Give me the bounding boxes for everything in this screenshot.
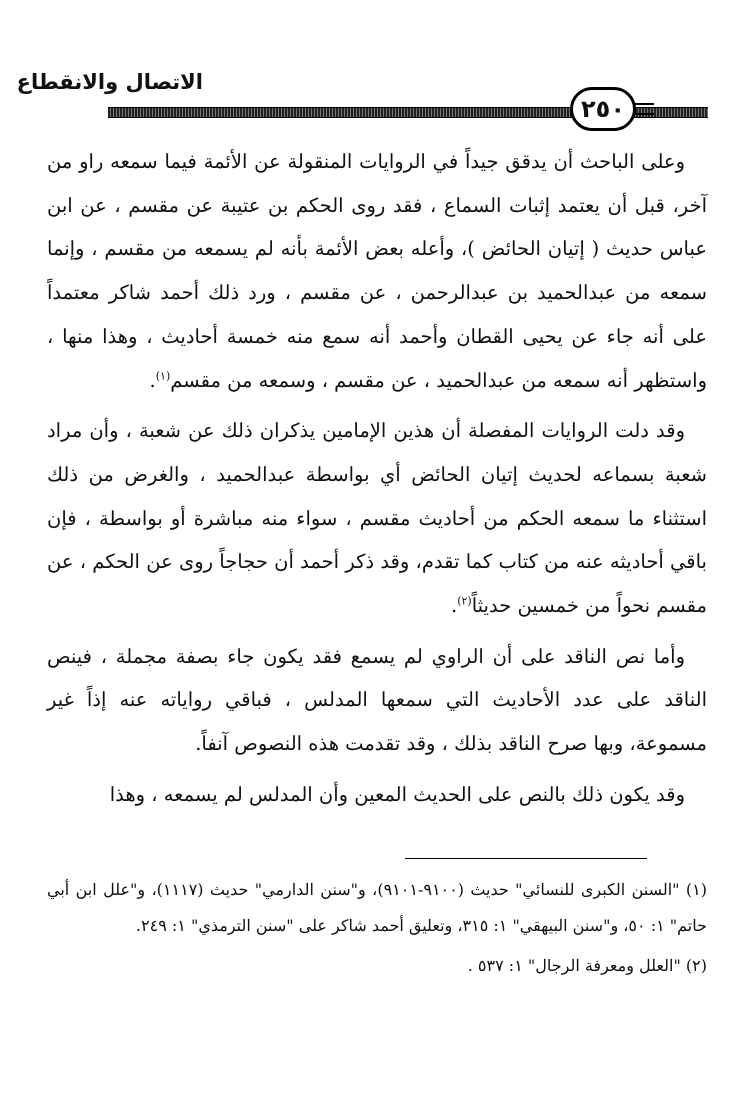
paragraph: وقد دلت الروايات المفصلة أن هذين الإمامين يذكران ذلك عن شعبة ، وأن مراد شعبة بسماعه لحديث إتيان الحائض أي بواسطة عبدالحميد ، والغرض من ذلك استثناء ما سمعه الحكم من أحاديث مقسم ، سواء منه مباشرة أو بواسطة ، فإن باقي أحاديثه عنه من كتاب كما تقدم، وقد ذكر أحمد أن حجاجاً روى عن الحكم ، عن مقسم نحواً من خمسين حديثاً$^{(٢)}$. <box>47 419 707 618</box>
footnote: (٢) "العلل ومعرفة الرجال" ١: ٥٣٧ . <box>467 956 707 975</box>
paragraph-text: وأما نص الناقد على أن الراوي لم يسمع فقد يكون جاء بصفة مجملة ، فينص الناقد على عدد الأحاديث التي سمعها المدلس ، فباقي رواياته عنه إذاً غير مسموعة، وبها صرح الناقد بذلك ، وقد تقدمت هذه النصوص آنفاً. <box>47 644 707 756</box>
header-rule-tail <box>634 103 654 115</box>
paragraph <box>47 773 707 817</box>
footnote-ref: (١) <box>155 369 171 383</box>
body-text <box>47 140 707 824</box>
footnote-ref: (٢) <box>457 594 472 608</box>
running-title: الاتصال والانقطاع <box>16 70 203 94</box>
page-number: ٢٥٠ <box>570 87 636 131</box>
paragraph-text: وقد يكون ذلك بالنص على الحديث المعين وأن المدلس لم يسمعه ، وهذا <box>109 782 685 806</box>
footnote-separator <box>405 858 647 859</box>
footnotes <box>47 872 707 988</box>
paragraph-text: وقد دلت الروايات المفصلة أن هذين الإمامين يذكران ذلك عن شعبة ، وأن مراد شعبة بسماعه لحديث إتيان الحائض أي بواسطة عبدالحميد ، والغرض من ذلك استثناء ما سمعه الحكم من أحاديث مقسم ، سواء منه مباشرة أو بواسطة ، فإن باقي أحاديثه عنه من كتاب كما تقدم، وقد ذكر أحمد أن حجاجاً روى عن الحكم ، عن مقسم نحواً من خمسين حديثاً <box>47 419 707 618</box>
footnote: (١) "السنن الكبرى للنسائي" حديث (٩١٠٠-٩١٠١)، و"سنن الدارمي" حديث (١١١٧)، و"علل ابن أبي حاتم" ١: ٥٠، و"سنن البيهقي" ١: ٣١٥، وتعليق أحمد شاكر على "سنن الترمذي" ١: ٢٤٩. <box>47 880 707 935</box>
paragraph: وعلى الباحث أن يدقق جيداً في الروايات المنقولة عن الأئمة فيما سمعه راو من آخر، قبل أن يعتمد إثبات السماع ، فقد روى الحكم بن عتيبة عن مقسم ، عن ابن عباس حديث ( إتيان الحائض )، وأعله بعض الأئمة بأنه لم يسمعه من مقسم ، وإنما سمعه من عبدالحميد بن عبدالرحمن ، عن مقسم ، ورد ذلك أحمد شاكر معتمداً على أنه جاء عن يحيى القطان وأحمد أنه سمع منه خمسة أحاديث ، وهذا منها ، واستظهر أنه سمعه من عبدالحميد ، عن مقسم ، وسمعه من مقسم$^{(١)}$. <box>47 150 707 392</box>
paragraph <box>47 635 707 766</box>
paragraph-text: وعلى الباحث أن يدقق جيداً في الروايات المنقولة عن الأئمة فيما سمعه راو من آخر، قبل أن يعتمد إثبات السماع ، فقد روى الحكم بن عتيبة عن مقسم ، عن ابن عباس حديث ( إتيان الحائض )، وأعله بعض الأئمة بأنه لم يسمعه من مقسم ، وإنما سمعه من عبدالحميد بن عبدالرحمن ، عن مقسم ، ورد ذلك أحمد شاكر معتمداً على أنه جاء عن يحيى القطان وأحمد أنه سمع منه خمسة أحاديث ، وهذا منها ، واستظهر أنه سمعه من عبدالحميد ، عن مقسم ، وسمعه من مقسم <box>47 150 707 392</box>
